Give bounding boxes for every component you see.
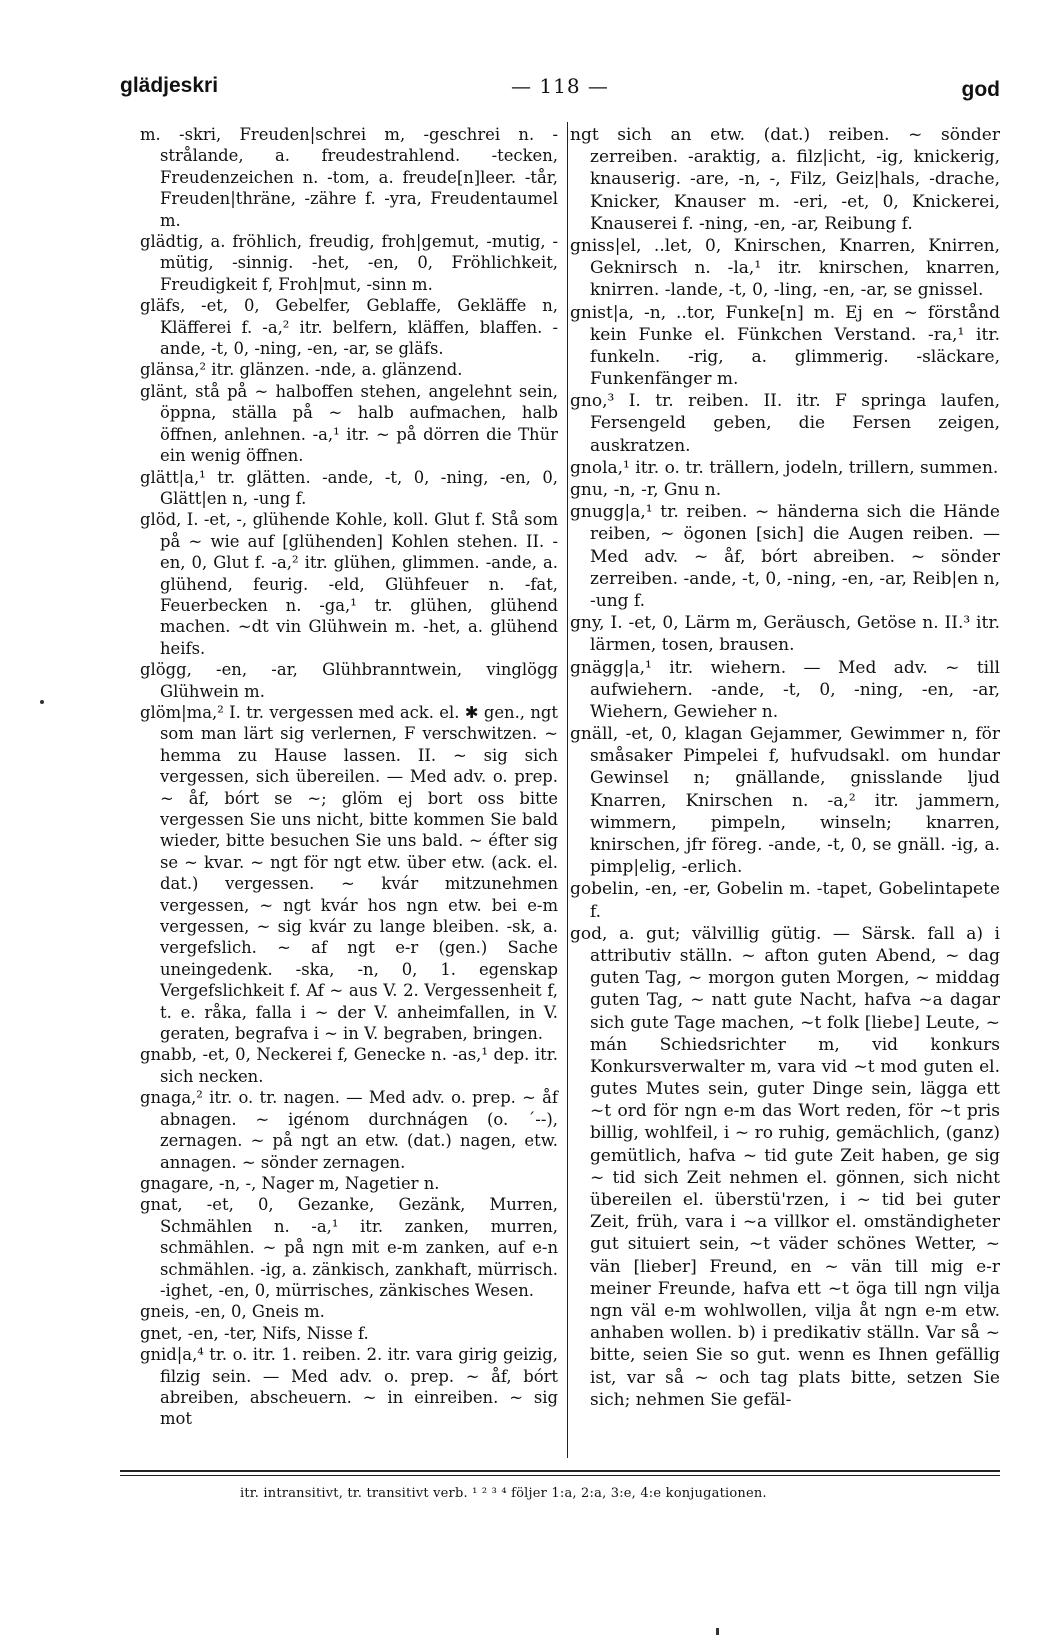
- dictionary-entry: gnola,¹ itr. o. tr. trällern, jodeln, trillern, summen.: [570, 457, 999, 478]
- dictionary-entry: gno,³ I. tr. reiben. II. itr. F springa laufen, Fersengeld geben, die Fersen zeigen, auskratzen.: [570, 391, 1000, 456]
- right-headword: god: [961, 78, 1000, 101]
- dictionary-entry: glögg, -en, -ar, Glühbranntwein, vinglögg Glühwein m.: [140, 660, 558, 701]
- right-column: [570, 124, 1000, 1411]
- dictionary-entry: gny, I. -et, 0, Lärm m, Geräusch, Getöse n. II.³ itr. lärmen, tosen, brausen.: [570, 613, 1000, 656]
- dictionary-entry: gnagare, -n, -, Nager m, Nagetier n.: [140, 1173, 440, 1193]
- dictionary-entry: gnugg|a,¹ tr. reiben. ~ händerna sich die Hände reiben, ~ ögonen [sich] die Augen reiben. — Med adv. ~ åf, bórt abreiben. ~ sönder zerreiben. -ande, -t, 0, -ning, -en, -ar, Reib|en n, -ung f.: [570, 502, 1001, 611]
- left-column: [140, 124, 558, 1430]
- dictionary-entry: glöm|ma,² I. tr. vergessen med ack. el. ✱ gen., ngt som man lärt sig verlernen, F verschwitzen. ~ hemma zu Hause lassen. II. ~ sig sich vergessen, sich übereilen. — Med adv. o. prep. ~ åf, bórt se ~; glöm ej bort oss bitte vergessen Sie uns nicht, bitte kommen Sie bald wieder, bitte besuchen Sie uns bald. ~ éfter sig se ~ kvar. ~ ngt för ngt etw. über etw. (ack. el. dat.) vergessen. ~ kvár mitzunehmen vergessen, ~ ngt kvár hos ngn etw. bei e-m vergessen, ~ sig kvár zu lange bleiben. -sk, a. vergefslich. ~ af ngt e-r (gen.) Sache uneingedenk. -ska, -n, 0, 1. egenskap Vergefslichkeit f. Af ~ aus V. 2. Vergessenheit f, t. e. råka, falla i ~ der V. anheimfallen, in V. geraten, begrafva i ~ in V. begraben, bringen.: [140, 702, 558, 1044]
- dictionary-entry: gnaga,² itr. o. tr. nagen. — Med adv. o. prep. ~ åf abnagen. ~ igénom durchnágen (o. ´--), zernagen. ~ på ngt an etw. (dat.) nagen, etw. annagen. ~ sönder zernagen.: [140, 1088, 558, 1172]
- dictionary-entry: gneis, -en, 0, Gneis m.: [140, 1302, 325, 1322]
- column-divider: [567, 122, 568, 1458]
- dictionary-entry: glänsa,² itr. glänzen. -nde, a. glänzend.: [140, 360, 463, 380]
- dictionary-entry: gnid|a,⁴ tr. o. itr. 1. reiben. 2. itr. vara girig geizig, filzig sein. — Med adv. o. prep. ~ åf, bórt abreiben, abscheuern. ~ in einreiben. ~ sig mot: [140, 1345, 558, 1429]
- dictionary-entry: god, a. gut; välvillig gütig. — Särsk. fall a) i attributiv ställn. ~ afton guten Abend, ~ dag guten Tag, ~ morgon guten Morgen, ~ middag guten Tag, ~ natt gute Nacht, hafva ~a dagar sich gute Tage machen, ~t folk [liebe] Leute, ~ mán Schiedsrichter m, vid konkurs Konkursverwalter m, vara vid ~t mod guten el. gutes Mutes sein, guter Dinge sein, lägga ett ~t ord för ngn e-m das Wort reden, för ~t pris billig, wohlfeil, i ~ ro ruhig, gemächlich, (ganz) gemütlich, hafva ~ tid gute Zeit haben, ge sig ~ tid sich Zeit nehmen el. gönnen, sich nicht übereilen el. überstü'rzen, i ~ tid bei guter Zeit, früh, vara i ~a villkor el. omständigheter gut situiert sein, ~t väder schönes Wetter, ~ vän [lieber] Freund, en ~ vän till mig e-r meiner Freunde, hafva ett ~t öga till ngn vilja ngn väl e-m wohlwollen, vilja åt ngn e-m etw. anhaben wollen. b) i predikativ ställn. Var så ~ bitte, seien Sie so gut. wenn es Ihnen gefällig ist, var så ~ och tag plats bitte, setzen Sie sich; nehmen Sie gefäl-: [570, 923, 1000, 1410]
- dictionary-entry: gnat, -et, 0, Gezanke, Gezänk, Murren, Schmählen n. -a,¹ itr. zanken, murren, schmählen. ~ på ngn mit e-m zanken, auf e-n schmählen. -ig, a. zänkisch, zankhaft, mürrisch. -ighet, -en, 0, mürrisches, zänkisches Wesen.: [140, 1195, 558, 1300]
- dictionary-entry: gnabb, -et, 0, Neckerei f, Genecke n. -as,¹ dep. itr. sich necken.: [140, 1045, 558, 1086]
- dictionary-entry: gnu, -n, -r, Gnu n.: [570, 480, 722, 500]
- dictionary-entry: glätt|a,¹ tr. glätten. -ande, -t, 0, -ning, -en, 0, Glätt|en n, -ung f.: [140, 467, 558, 508]
- page-number: — 118 —: [511, 74, 609, 98]
- footer-rule: [120, 1475, 1000, 1476]
- dictionary-entry: gnist|a, -n, ..tor, Funke[n] m. Ej en ~ förstånd kein Funke el. Fünkchen Verstand. -ra,¹ itr. funkeln. -rig, a. glimmerig. -släckare, Funkenfänger m.: [570, 302, 1000, 390]
- left-headword: glädjeskri: [120, 74, 219, 97]
- ink-speck: [716, 1628, 719, 1635]
- dictionary-entry: gniss|el, ..let, 0, Knirschen, Knarren, Knirren, Geknirsch n. -la,¹ itr. knirschen, knarren, knirren. -lande, -t, 0, -ling, -en, -ar, se gnissel.: [570, 235, 1000, 301]
- dictionary-entry: glöd, I. -et, -, glühende Kohle, koll. Glut f. Stå som på ~ wie auf [glühenden] Kohlen stehen. II. -en, 0, Glut f. -a,² itr. glühen, glimmen. -ande, a. glühend, feurig. -eld, Glühfeuer n. -fat, Feuerbecken n. -ga,¹ tr. glühen, glühend machen. ~dt vin Glühwein m. -het, a. glühend heifs.: [140, 510, 558, 658]
- dictionary-entry: gnägg|a,¹ itr. wiehern. — Med adv. ~ till aufwiehern. -ande, -t, 0, -ning, -en, -ar, Wiehern, Gewieher n.: [570, 657, 1000, 722]
- footnote: itr. intransitivt, tr. transitivt verb. ¹ ² ³ ⁴ följer 1:a, 2:a, 3:e, 4:e konjugationen.: [240, 1486, 767, 1501]
- dictionary-entry: gnet, -en, -ter, Nifs, Nisse f.: [140, 1323, 369, 1343]
- dictionary-entry: glädtig, a. fröhlich, freudig, froh|gemut, -mutig, -mütig, -sinnig. -het, -en, 0, Fröhlichkeit, Freudigkeit f, Froh|mut, -sinn m.: [140, 232, 558, 294]
- ink-speck: [40, 700, 44, 704]
- dictionary-entry: gnäll, -et, 0, klagan Gejammer, Gewimmer n, för småsaker Pimpelei f, hufvudsakl. om hundar Gewinsel n; gnällande, gnisslande ljud Knarren, Knirschen n. -a,² itr. jammern, wimmern, pimpeln, winseln; knarren, knirschen, jfr föreg. -ande, -t, 0, se gnäll. -ig, a. pimp|elig, -erlich.: [570, 724, 1000, 878]
- page-header: [120, 70, 1000, 104]
- dictionary-entry: gobelin, -en, -er, Gobelin m. -tapet, Gobelintapete f.: [570, 879, 1000, 922]
- dictionary-entry: glänt, stå på ~ halboffen stehen, angelehnt sein, öppna, ställa på ~ halb aufmachen, halb öffnen, anlehnen. -a,¹ itr. ~ på dörren die Thür ein wenig öffnen.: [140, 381, 558, 466]
- dictionary-entry: m. -skri, Freuden|schrei m, -geschrei n. -strålande, a. freudestrahlend. -tecken, Freudenzeichen n. -tom, a. freude[n]leer. -tår, Freuden|thräne, -zähre f. -yra, Freudentaumel m.: [140, 125, 558, 230]
- footer-rule: [120, 1470, 1000, 1472]
- dictionary-entry: gläfs, -et, 0, Gebelfer, Geblaffe, Gekläffe n, Kläfferei f. -a,² itr. belfern, kläffen, blaffen. -ande, -t, 0, -ning, -en, -ar, se gläfs.: [140, 296, 558, 359]
- dictionary-entry: ngt sich an etw. (dat.) reiben. ~ sönder zerreiben. -araktig, a. filz|icht, -ig, knickerig, knauserig. -are, -n, -, Filz, Geiz|hals, -drache, Knicker, Knauser m. -eri, -et, 0, Knickerei, Knauserei f. -ning, -en, -ar, Reibung f.: [570, 125, 1000, 234]
